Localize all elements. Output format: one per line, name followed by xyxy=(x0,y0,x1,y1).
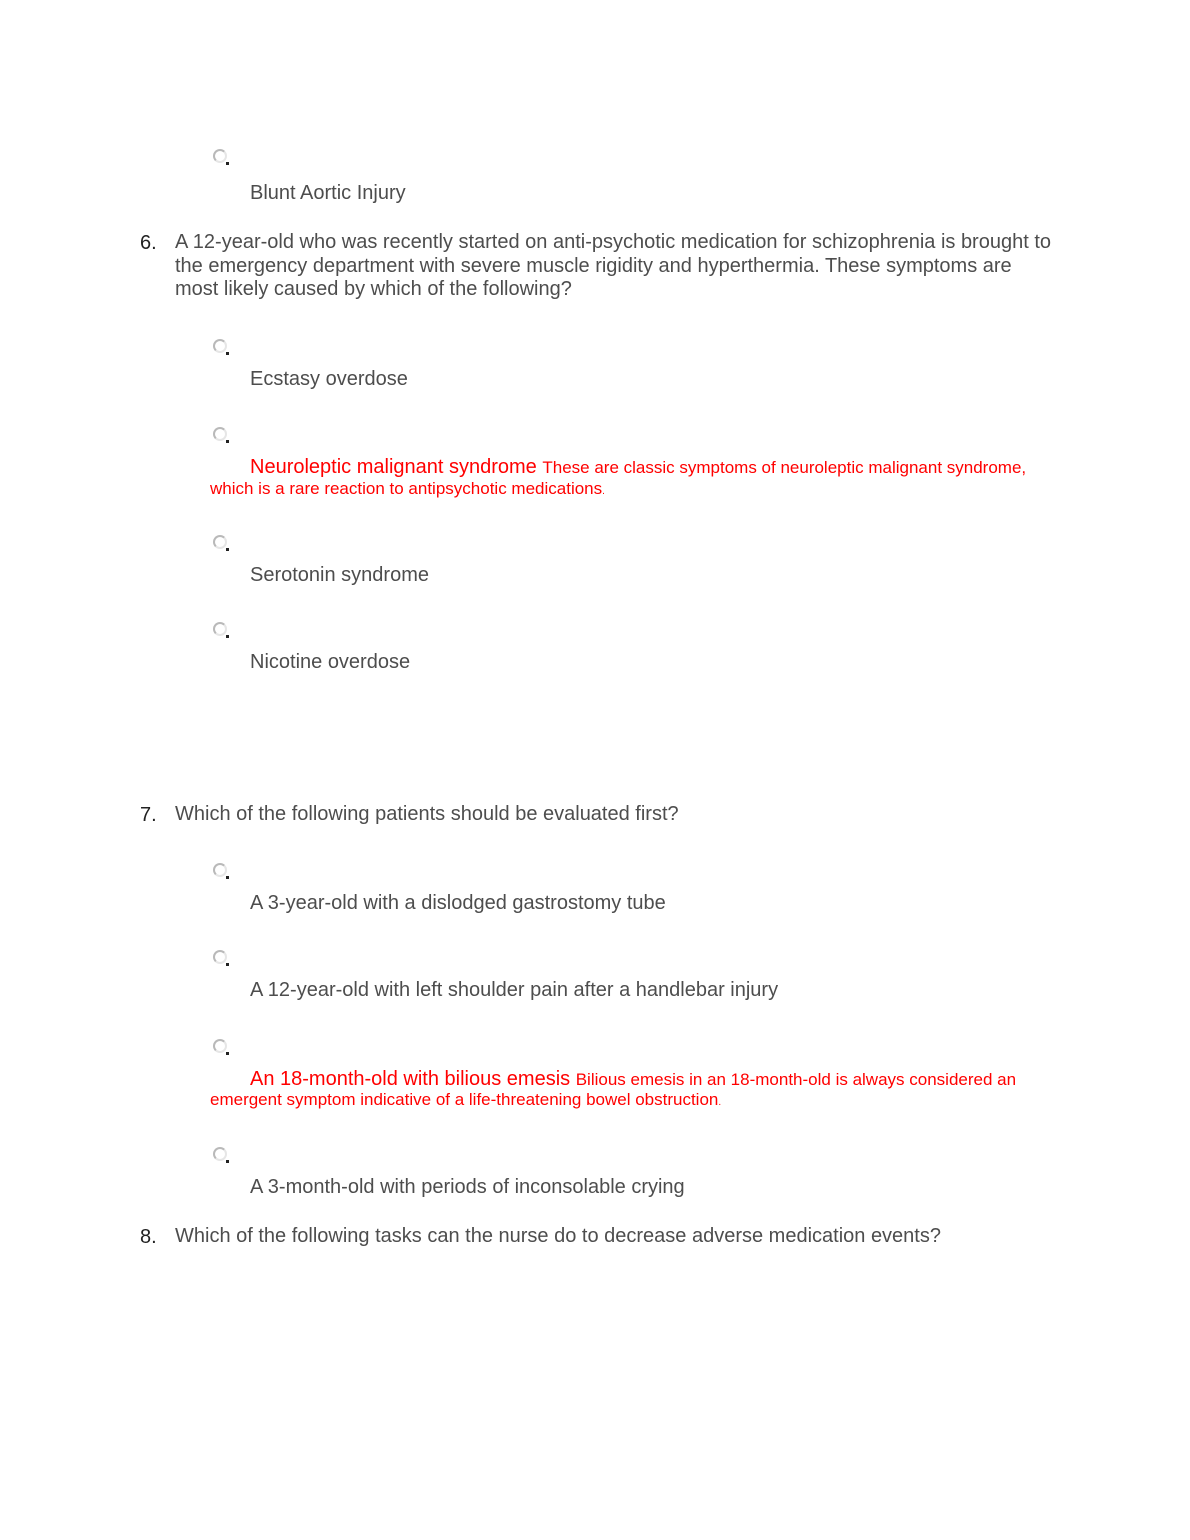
radio-q5-opt4[interactable] xyxy=(213,149,227,163)
q5-option-blunt-aortic-injury: Blunt Aortic Injury xyxy=(250,182,406,204)
question-number-8: 8. xyxy=(140,1226,157,1248)
q7-option-handlebar: A 12-year-old with left shoulder pain after a handlebar injury xyxy=(250,979,779,1001)
question-6-text: A 12-year-old who was recently started on anti-psychotic medication for schizophrenia is brought to the emergency department with severe muscle rigidity and hyperthermia. These symptoms are most likely caused by which of the following? xyxy=(175,231,1052,300)
q7-explanation-text: emergent symptom indicative of a life-threatening bowel obstruction xyxy=(210,1090,719,1109)
radio-q7-opt3[interactable] xyxy=(213,1039,227,1053)
q7-explanation-line2 xyxy=(210,1089,721,1114)
question-number-7: 7. xyxy=(140,804,157,826)
q6-explanation-line1: These are classic symptoms of neuroleptic malignant syndrome, xyxy=(542,458,1027,477)
q6-option-ecstasy: Ecstasy overdose xyxy=(250,368,408,390)
radio-q7-opt1[interactable] xyxy=(213,863,227,877)
radio-q6-opt4[interactable] xyxy=(213,622,227,636)
q6-explanation-period: . xyxy=(602,486,605,497)
q7-option-inconsolable-crying: A 3-month-old with periods of inconsolable crying xyxy=(250,1176,685,1198)
question-8-text: Which of the following tasks can the nurse do to decrease adverse medication events? xyxy=(175,1225,941,1247)
radio-q6-opt1[interactable] xyxy=(213,339,227,353)
radio-q6-opt2[interactable] xyxy=(213,427,227,441)
question-7-text: Which of the following patients should be evaluated first? xyxy=(175,803,679,825)
q7-option-gastrostomy: A 3-year-old with a dislodged gastrostomy tube xyxy=(250,892,666,914)
q6-option-correct-answer xyxy=(250,455,1026,480)
radio-q7-opt2[interactable] xyxy=(213,950,227,964)
q7-explanation-line1: Bilious emesis in an 18-month-old is always considered an xyxy=(575,1070,1017,1089)
q7-explanation-period: . xyxy=(718,1097,722,1108)
radio-q7-opt4[interactable] xyxy=(213,1147,227,1161)
q6-correct-answer-label: Neuroleptic malignant syndrome xyxy=(250,456,537,478)
q6-option-serotonin: Serotonin syndrome xyxy=(250,564,429,586)
q6-explanation-text: which is a rare reaction to antipsychotic medications xyxy=(210,479,603,498)
q6-explanation-line2 xyxy=(210,478,605,503)
question-number-6: 6. xyxy=(140,232,157,254)
radio-q6-opt3[interactable] xyxy=(213,535,227,549)
q7-correct-answer-label: An 18-month-old with bilious emesis xyxy=(250,1068,571,1090)
q6-option-nicotine: Nicotine overdose xyxy=(250,651,411,673)
